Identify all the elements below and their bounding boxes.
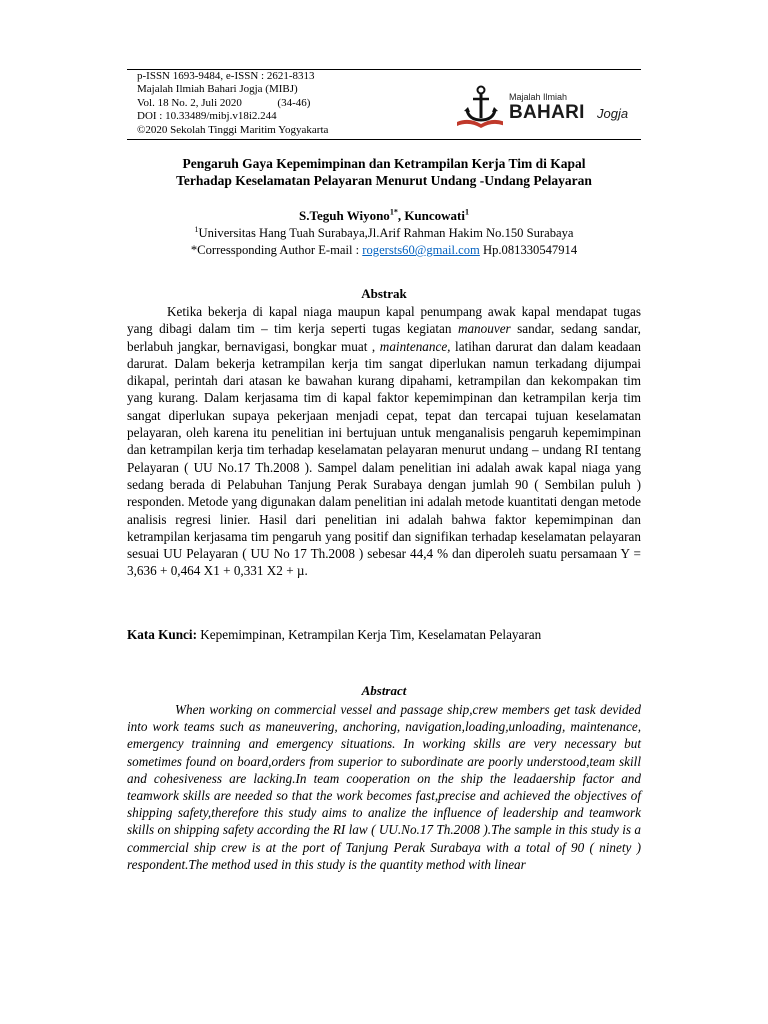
keywords-text: Kepemimpinan, Ketrampilan Kerja Tim, Keselamatan Pelayaran [196, 627, 542, 642]
abstrak-body [127, 303, 641, 580]
abstrak-italic-manouver: manouver [457, 321, 511, 337]
title-line-2: Terhadap Keselamatan Pelayaran Menurut Undang -Undang Pelayaran [176, 173, 592, 188]
volume: Vol. 18 No. 2, Juli 2020 [137, 96, 242, 109]
affiliation-block [127, 225, 641, 259]
volume-line [137, 97, 328, 110]
abstrak-text-1: Ketika bekerja di kapal niaga maupun kapal penumpang awak kapal mendapat tugas yang dibagi dalam tim – tim kerja seperti tugas kegiatan [127, 304, 641, 337]
title-line-1: Pengaruh Gaya Kepemimpinan dan Ketrampilan Kerja Tim di Kapal [182, 156, 586, 171]
logo-line-2: BAHARI [509, 102, 585, 123]
journal-logo [455, 84, 645, 130]
corresponding-line [127, 242, 641, 259]
abstrak-text-3: latihan darurat dan dalam keadaan darurat. Dalam bekerja ketrampilan kerja tim sangat diperlukan namun terkadang dijumpai dikapal, perintah dari atasan ke bawahan kurang dipahami, ketrampilan dan kekompakan tim yang kurang. Dalam kerjasama tim di kapal faktor kepemimpinan dan ketrampilan kerja tim sangat diperlukan supaya pekerjaan menjadi cepat, tepat dan tercapai tujuan keselamatan pelayaran, oleh karena itu penelitian ini bertujuan untuk menganalisis pengaruh kepemimpinan dan ketrampilan kerja tim terhadap keselamatan pelayaran menurut undang – undang RI tentang Pelayaran ( UU No.17 Th.2008 ). Sampel dalam penelitian ini adalah awak kapal niaga yang sedang berada di Pelabuhan Tanjung Perak Surabaya dengan jumlah 90 ( Sembilan puluh ) responden. Metode yang digunakan dalam penelitian ini adalah metode kuantitati dengan metode analisis regresi linier. Hasil dari penelitian ini adalah bahwa faktor kepemimpinan dan ketrampilan kerjasama tim pengaruh yang positif dan signifikan terhadap keselamatan pelayaran sesuai UU Pelayaran ( UU No 17 Th.2008 ) sebesar 44,4 % dan diperoleh suatu persamaan Y = 3,636 + 0,464 X1 + 0,331 X2 + µ. [127, 338, 641, 579]
affiliation-text: Universitas Hang Tuah Surabaya,Jl.Arif Rahman Hakim No.150 Surabaya [198, 226, 574, 240]
abstract-body [127, 701, 641, 873]
author-list [127, 208, 641, 224]
abstrak-italic-maintenance: maintenance, [379, 338, 451, 354]
corresponding-label: *Corressponding Author E-mail : [190, 243, 363, 257]
author-2-sup: 1 [464, 207, 469, 217]
copyright: ©2020 Sekolah Tinggi Maritim Yogyakarta [137, 123, 329, 136]
logo-line-1: Majalah Ilmiah [509, 92, 568, 102]
issn-line: p-ISSN 1693-9484, e-ISSN : 2621-8313 [137, 70, 315, 82]
keywords [127, 627, 641, 643]
email-link[interactable]: rogersts60@gmail.com [362, 243, 480, 257]
header-rule-bottom [127, 139, 641, 140]
abstrak-paragraph [127, 303, 641, 580]
affiliation-sup: 1 [194, 224, 199, 234]
author-1: S.Teguh Wiyono [299, 208, 390, 223]
anchor-book-icon [455, 84, 503, 130]
author-1-sup: 1* [389, 207, 398, 217]
abstrak-text-2: sandar, sedang sandar, berlabuh jangkar, bernavigasi, bongkar muat , [127, 321, 641, 354]
phone: Hp.081330547914 [479, 243, 578, 257]
logo-line-3: Jogja [597, 106, 629, 121]
abstrak-heading: Abstrak [361, 286, 407, 301]
page-range: (34-46) [277, 96, 311, 109]
journal-name: Majalah Ilmiah Bahari Jogja (MIBJ) [137, 83, 298, 96]
abstract-heading: Abstract [361, 683, 407, 698]
paper-title [127, 155, 641, 189]
affiliation-line [127, 225, 641, 242]
keywords-label: Kata Kunci: [127, 627, 197, 642]
author-separator: , [397, 208, 405, 223]
doi: DOI : 10.33489/mibj.v18i2.244 [137, 110, 277, 123]
abstract-paragraph: When working on commercial vessel and passage ship,crew members get task devided into work teams such as maneuvering, anchoring, navigation,loading,unloading, maintenance, emergency trainning and emergency situations. In working skills are very necessary but sometimes found on board,orders from superior to subordinate are poorly understood,team skill and cohesiveness are lacking.In team cooperation on the ship the leadaership factor and teamwork skills are needed so that the work becomes fast,precise and achieved the objectives of shipping safety,therefore this study aims to analize the influence of leadership and teamwork skills on shipping safety according the RI law ( UU.No.17 Th.2008 ).The sample in this study is a commercial ship crew is at the port of Tanjung Perak Surabaya with a total of 90 ( ninety ) respondent.The method used in this study is the quantity method with linear [127, 702, 641, 872]
author-2: Kuncowati [404, 208, 465, 223]
journal-header [137, 70, 328, 137]
